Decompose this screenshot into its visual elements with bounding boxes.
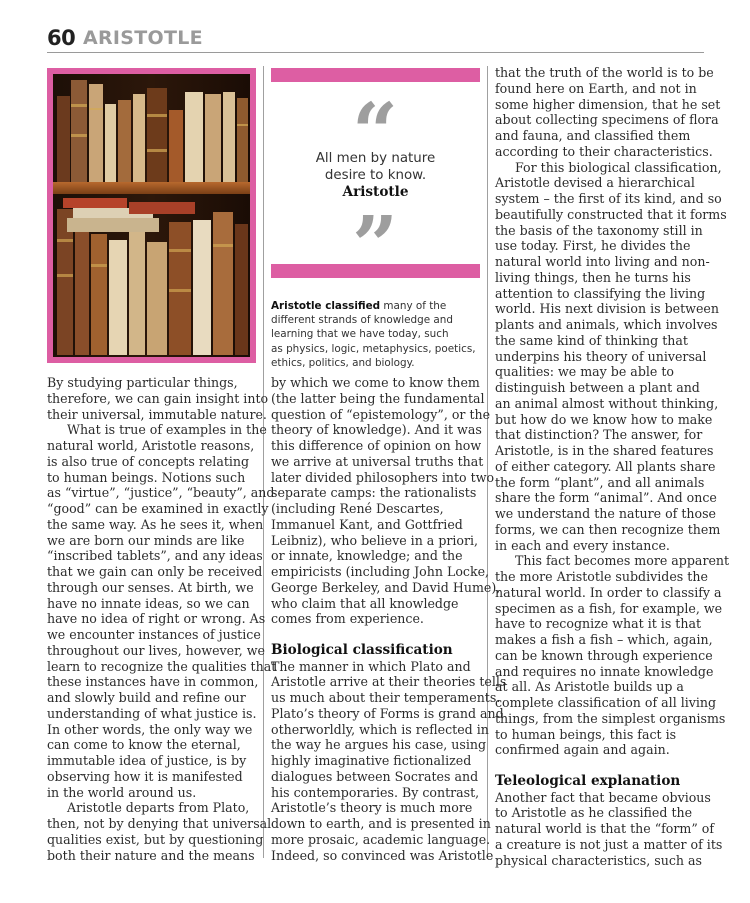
body-line: and fauna, and classified them [495, 128, 691, 143]
body-line: or innate, knowledge; and the [271, 548, 463, 564]
body-line: This fact becomes more apparent [515, 553, 730, 569]
body-line: we understand the nature of those [495, 506, 717, 521]
body-line: immutable idea of justice, is by [47, 753, 247, 768]
body-line: about collecting specimens of flora [495, 112, 719, 128]
header-rule [47, 52, 704, 53]
body-line: Another fact that became obvious [495, 789, 711, 805]
body-line: specimen as a fish, for example, we [495, 600, 723, 616]
image-caption [271, 299, 476, 370]
body-line: their universal, immutable nature. [47, 406, 267, 422]
body-line: and slowly build and refine our [47, 690, 246, 705]
body-line: Immanuel Kant, and Gottfried [271, 516, 463, 532]
body-line: these instances have in common, [47, 674, 259, 690]
body-line: have no innate ideas, so we can [47, 595, 250, 611]
body-line: by which we come to know them [271, 375, 480, 390]
body-line: natural world. In order to classify a [495, 584, 722, 600]
body-line: to human beings. Notions such [47, 469, 246, 485]
body-line: have no idea of right or wrong. As [47, 611, 266, 627]
body-line: in the world around us. [47, 784, 197, 800]
body-line: What is true of examples in the [67, 422, 267, 438]
body-line: underpins his theory of universal [495, 348, 707, 364]
body-line: qualities exist, but by questioning [47, 831, 264, 847]
body-line: Leibniz), who believe in a priori, [271, 532, 479, 548]
body-line: as “virtue”, “justice”, “beauty”, and [47, 485, 275, 501]
body-line: makes a fish a fish – which, again, [495, 632, 713, 647]
body-line: of either category. All plants share [495, 458, 716, 474]
body-line: comes from experience. [271, 611, 424, 627]
caption-line: many of the [380, 300, 447, 312]
body-column-middle [271, 375, 506, 863]
body-line: understanding of what justice is. [47, 705, 257, 721]
body-line: that the truth of the world is to be [495, 65, 714, 80]
quote-bottom-bar [271, 264, 480, 278]
section-heading: Teleological explanation [495, 772, 681, 789]
body-line: Plato’s theory of Forms is grand and [271, 705, 504, 721]
body-line: things, from the simplest organisms [495, 710, 726, 726]
body-line: the same way. As he sees it, when [47, 516, 264, 532]
body-line: who claim that all knowledge [271, 595, 459, 611]
body-line: Aristotle’s theory is much more [271, 800, 473, 816]
body-line: the basis of the taxonomy still in [495, 222, 703, 238]
body-line: world. His next division is between [495, 301, 719, 317]
body-line: natural world into living and non- [495, 254, 710, 269]
body-line: use today. First, he divides the [495, 238, 691, 254]
body-line: “good” can be examined in exactly [47, 501, 269, 516]
body-line: we are born our minds are like [47, 532, 245, 548]
body-line: empiricists (including John Locke, [271, 564, 490, 579]
body-line: to Aristotle as he classified the [495, 805, 693, 821]
body-line: “inscribed tablets”, and any ideas [47, 548, 263, 564]
body-line: Aristotle arrive at their theories tells [271, 674, 507, 690]
body-line: natural world, Aristotle reasons, [47, 438, 255, 453]
body-line: his contemporaries. By contrast, [271, 784, 480, 800]
body-line: and requires no innate knowledge [495, 663, 714, 679]
section-heading: Biological classification [271, 641, 453, 658]
body-line: The manner in which Plato and [271, 658, 471, 674]
body-line: have to recognize what it is that [495, 616, 702, 632]
body-line: the more Aristotle subdivides the [495, 569, 708, 584]
pull-quote [271, 150, 480, 201]
body-line: that distinction? The answer, for [495, 427, 703, 443]
caption-line: as physics, logic, metaphysics, poetics, [271, 342, 476, 355]
caption-line: different strands of knowledge and [271, 314, 453, 327]
body-line: can come to know the eternal, [47, 737, 241, 753]
body-line: theory of knowledge). And it was [271, 422, 482, 438]
svg-text:“ [352, 98, 398, 138]
body-line: George Berkeley, and David Hume), [271, 579, 501, 595]
body-line: to human beings, this fact is [495, 726, 677, 742]
body-line: an animal almost without thinking, [495, 395, 719, 411]
svg-text:” [352, 208, 398, 250]
body-line: (including René Descartes, [271, 501, 444, 516]
body-line: dialogues between Socrates and [271, 768, 479, 784]
body-column-left [47, 375, 276, 863]
body-line: in each and every instance. [495, 537, 670, 553]
body-line: through our senses. At birth, we [47, 579, 254, 595]
body-line: Indeed, so convinced was Aristotle [271, 847, 494, 863]
body-line: forms, we can then recognize them [495, 521, 721, 537]
body-line: distinguish between a plant and [495, 380, 700, 395]
body-line: In other words, the only way we [47, 721, 253, 737]
body-line: system – the first of its kind, and so [495, 191, 722, 206]
body-line: is also true of concepts relating [47, 453, 250, 469]
body-line: more prosaic, academic language. [271, 831, 491, 847]
body-line: By studying particular things, [47, 375, 238, 390]
body-line [495, 758, 729, 774]
body-line: complete classification of all living [495, 695, 717, 710]
body-line: learn to recognize the qualities that [47, 658, 277, 674]
body-line: a creature is not just a matter of its [495, 836, 723, 852]
body-line: the form “plant”, and all animals [495, 474, 705, 490]
body-line: found here on Earth, and not in [495, 80, 697, 96]
body-line: throughout our lives, however, we [47, 642, 265, 658]
body-column-right [495, 65, 729, 868]
page-number: 60 [47, 26, 76, 50]
body-line: living things, then he turns his [495, 269, 691, 285]
body-line: the same kind of thinking that [495, 332, 688, 348]
body-line: For this biological classification, [515, 159, 722, 175]
body-line [271, 627, 506, 643]
quote-author: Aristotle [342, 184, 409, 200]
body-line: at all. As Aristotle builds up a [495, 679, 684, 695]
chapter-title: ARISTOTLE [83, 27, 203, 49]
body-line: physical characteristics, such as [495, 852, 702, 868]
body-line: according to their characteristics. [495, 143, 713, 159]
body-line: qualities: we may be able to [495, 364, 675, 380]
body-line: can be known through experience [495, 647, 713, 663]
caption-line: ethics, politics, and biology. [271, 356, 415, 369]
body-line: Aristotle departs from Plato, [67, 800, 250, 816]
body-line: beautifully constructed that it forms [495, 206, 727, 222]
body-line: Aristotle devised a hierarchical [495, 175, 695, 191]
body-line: later divided philosophers into two [271, 469, 495, 485]
body-line: confirmed again and again. [495, 742, 670, 758]
caption-lead: Aristotle classified [271, 300, 381, 312]
body-line: otherworldly, which is reflected in [271, 721, 489, 737]
body-line: share the form “animal”. And once [495, 490, 717, 506]
body-line: question of “epistemology”, or the [271, 406, 491, 422]
quote-line: All men by nature [315, 151, 436, 166]
body-line: that we gain can only be received [47, 564, 263, 579]
body-line: plants and animals, which involves [495, 317, 718, 332]
caption-line: learning that we have today, such [271, 328, 449, 341]
body-line: down to earth, and is presented in [271, 816, 491, 831]
body-line: highly imaginative fictionalized [271, 753, 472, 768]
quote-top-bar [271, 68, 480, 82]
body-line: then, not by denying that universal [47, 816, 272, 831]
body-line: this difference of opinion on how [271, 438, 482, 453]
body-line: us much about their temperaments. [271, 690, 501, 705]
body-line: attention to classifying the living [495, 285, 706, 301]
body-line: we encounter instances of justice [47, 627, 261, 642]
body-line: therefore, we can gain insight into [47, 390, 269, 406]
body-line: (the latter being the fundamental [271, 390, 485, 406]
body-line: separate camps: the rationalists [271, 485, 477, 501]
body-line: the way he argues his case, using [271, 737, 487, 753]
body-line: Aristotle, is in the shared features [495, 443, 714, 458]
body-line: both their nature and the means [47, 847, 255, 863]
body-line: we arrive at universal truths that [271, 453, 484, 469]
quote-line: desire to know. [324, 168, 427, 183]
body-line: observing how it is manifested [47, 768, 243, 784]
body-line: but how do we know how to make [495, 411, 713, 427]
body-line: some higher dimension, that he set [495, 96, 721, 112]
body-line: natural world is that the “form” of [495, 821, 715, 836]
